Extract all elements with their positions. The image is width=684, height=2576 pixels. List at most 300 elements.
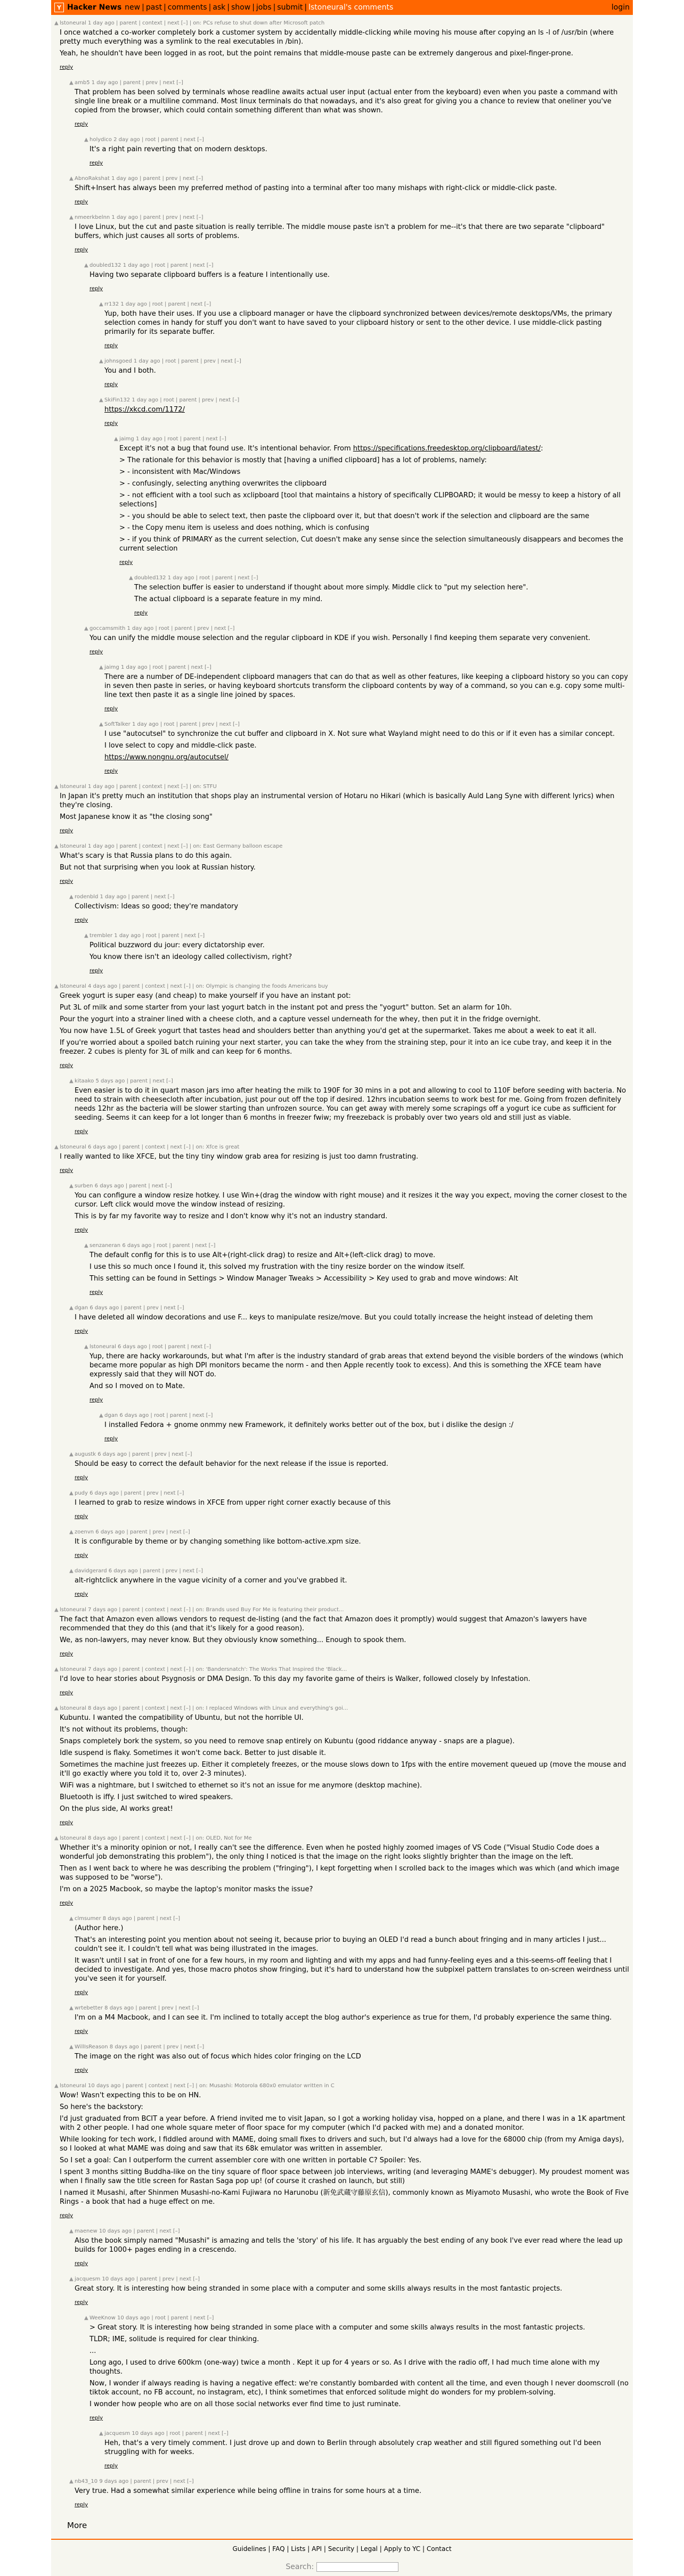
comment-paragraph: alt-rightclick anywhere in the vague vicinity of a corner and you've grabbed it. <box>75 1577 347 1585</box>
comment <box>54 1144 630 1181</box>
comment-text <box>75 184 630 193</box>
comment-body <box>75 1305 630 1342</box>
comment-body <box>89 1242 630 1303</box>
comment-body <box>75 2005 630 2042</box>
reply-link[interactable]: reply <box>75 199 88 205</box>
comment <box>54 1606 630 1664</box>
footer-separator: | <box>305 2545 312 2553</box>
comment-paragraph: Having two separate clipboard buffers is a feature I intentionally use. <box>89 271 330 279</box>
reply-link[interactable]: reply <box>75 247 88 253</box>
comment <box>54 1451 630 1488</box>
reply-link[interactable]: reply <box>60 1063 74 1069</box>
comment-text <box>104 1421 630 1430</box>
nav-separator: | <box>273 3 276 12</box>
reply-link[interactable]: reply <box>75 1990 88 1996</box>
comment-meta: WeeKnow 10 days ago | root | parent | next [–] <box>89 2315 214 2321</box>
comment-paragraph: Idle suspend is flaky. Sometimes it won't come back. Better to just disable it. <box>60 1749 327 1757</box>
upvote-icon[interactable]: ▲ <box>69 2044 74 2050</box>
comment-paragraph: The image on the right was also out of focus which hides color fringing on the LCD <box>75 2053 361 2061</box>
comment-paragraph: ... <box>89 2347 96 2355</box>
reply-link[interactable]: reply <box>104 2463 118 2469</box>
upvote-icon[interactable]: ▲ <box>69 2228 74 2234</box>
comment-paragraph <box>104 405 630 414</box>
comment-body <box>104 397 630 434</box>
reply-link[interactable]: reply <box>75 2029 88 2034</box>
upvote-icon[interactable]: ▲ <box>69 1916 74 1922</box>
reply-link[interactable]: reply <box>104 768 118 774</box>
comment-text <box>75 902 630 911</box>
comment-paragraph: Political buzzword du jour: every dictatorship ever. <box>89 941 265 949</box>
comment-body <box>75 1183 630 1241</box>
comment-meta: lstoneural 8 days ago | parent | context | next [–] | on: I replaced Windows with Linux and everything's goi... <box>60 1705 348 1711</box>
comment-paragraph: You and I both. <box>104 367 156 375</box>
current-page-label[interactable]: lstoneural's comments <box>308 3 394 12</box>
comment <box>54 893 630 931</box>
comment-list <box>51 15 633 2515</box>
comment-paragraph: On the plus side, AI works great! <box>60 1805 173 1813</box>
comment <box>54 1343 630 1410</box>
upvote-icon[interactable]: ▲ <box>114 436 118 442</box>
comment-text <box>60 1843 630 1894</box>
comment-paragraph: Yup, both have their uses. If you use a clipboard manager or have the clipboard synchronized between devices/remote desktops/VMs, the primary selection comes in handy for stuff you don't want to have saved to your clipboard history or sent to the other device. I use middle-click pasting primarily for its separate buffer. <box>104 310 613 336</box>
footer-separator: | <box>284 2545 291 2553</box>
comment-body <box>75 1078 630 1142</box>
comment-meta: zoenvn 6 days ago | parent | prev | next [–] <box>75 1529 190 1535</box>
comment-body <box>119 436 630 573</box>
comment-meta: rr132 1 day ago | root | parent | next [–] <box>104 301 211 307</box>
comment-paragraph: I have deleted all window decorations and use F... keys to manipulate resize/move. But you could totally increase the height instead of deleting them <box>75 1314 593 1322</box>
comment-meta: maenew 10 days ago | parent | next [–] <box>75 2228 180 2234</box>
nav-separator: | <box>208 3 211 12</box>
upvote-icon[interactable]: ▲ <box>129 575 133 581</box>
reply-link[interactable]: reply <box>104 382 118 388</box>
comment-text <box>60 851 630 872</box>
upvote-icon[interactable]: ▲ <box>99 1413 103 1418</box>
comment-paragraph: Long ago, I used to drive 600km (one-way) twice a month . Kept it up for 4 years or so. As I drive with the radio off, I had much time alone with my thoughts. <box>89 2359 600 2376</box>
comment-paragraph: I installed Fedora + gnome onmmy new Framework, it definitely works better out of the box, but i dislike the design :/ <box>104 1421 514 1429</box>
footer-link-api[interactable]: API <box>312 2545 322 2553</box>
comment-body <box>75 175 630 212</box>
upvote-icon[interactable]: ▲ <box>69 1568 74 1574</box>
upvote-icon[interactable]: ▲ <box>69 894 74 900</box>
comment-paragraph: That's an interesting point you mention about not seeing it, because prior to buying an OLED I'd read a bunch about fringing and in many articles I just... couldn't see it. I couldn't tell what was being illustrated in the images. <box>75 1936 606 1953</box>
upvote-icon[interactable]: ▲ <box>99 301 103 307</box>
upvote-icon[interactable]: ▲ <box>84 262 88 268</box>
nav-submit[interactable]: submit <box>277 3 303 12</box>
upvote-icon[interactable]: ▲ <box>69 2276 74 2282</box>
comment-paragraph: > - inconsistent with Mac/Windows <box>119 468 241 476</box>
reply-link[interactable]: reply <box>60 64 74 70</box>
reply-link[interactable]: reply <box>89 2415 103 2421</box>
comment-paragraph: If you're worried about a spoiled batch ruining your next starter, you can take the whey from the straining step, pour it into an ice cube tray, and keep it in the freezer. 2 cubes is plenty for 3L of milk and can keep for 6 months. <box>60 1039 612 1056</box>
comment-paragraph: I'm on a 2025 Macbook, so maybe the laptop's monitor masks the issue? <box>60 1885 313 1893</box>
comment <box>54 721 630 782</box>
reply-link[interactable]: reply <box>134 610 148 616</box>
comment <box>54 1490 630 1527</box>
comment-body <box>104 358 630 395</box>
comment <box>54 932 630 981</box>
comment <box>54 1078 630 1142</box>
comment <box>54 783 630 841</box>
reply-link[interactable]: reply <box>75 2068 88 2073</box>
reply-link[interactable]: reply <box>75 917 88 923</box>
comment-paragraph <box>104 753 630 762</box>
comment-paragraph: (Author here.) <box>75 1924 124 1932</box>
comment-meta: SoftTalker 1 day ago | root | parent | prev | next [–] <box>104 721 240 727</box>
footer <box>51 2539 633 2572</box>
reply-link[interactable]: reply <box>75 1475 88 1481</box>
footer-separator: | <box>377 2545 384 2553</box>
comment-body <box>60 843 630 892</box>
comment-text <box>75 2052 630 2061</box>
reply-link[interactable]: reply <box>104 421 118 426</box>
comment-meta: lstoneural 1 day ago | parent | context | next [–] | on: East Germany balloon escape <box>60 843 283 849</box>
login-link[interactable]: login <box>611 3 630 12</box>
upvote-icon[interactable]: ▲ <box>69 1490 74 1496</box>
nav-comments[interactable]: comments <box>167 3 207 12</box>
comment-text <box>104 2439 630 2457</box>
reply-link[interactable]: reply <box>89 649 103 655</box>
comment-text <box>134 583 630 604</box>
footer-separator: | <box>354 2545 361 2553</box>
comment-body <box>75 214 630 260</box>
upvote-icon[interactable]: ▲ <box>99 2431 103 2436</box>
comment <box>54 175 630 212</box>
comment-paragraph: I love select to copy and middle-click paste. <box>104 742 257 750</box>
comment-body <box>60 2082 630 2226</box>
comment <box>54 1835 630 1914</box>
comment-text <box>89 941 630 962</box>
comment-paragraph: That problem has been solved by terminals whose readline awaits actual user input (actual enter from the keyboard) even when you paste a command with single line break or a multiline command. Most linux terminals do that nowadays, and it's also great for giving you a chance to review that oneliner you've copied from the browser, which could contain something different than what was shown. <box>75 88 618 114</box>
comment-paragraph: This setting can be found in Settings > Window Manager Tweaks > Accessibility > Key used to grab and move windows: Alt <box>89 1275 518 1283</box>
reply-link[interactable]: reply <box>104 706 118 712</box>
upvote-icon[interactable]: ▲ <box>99 721 103 727</box>
more-link[interactable]: More <box>67 2521 87 2530</box>
comment-paragraph: Shift+Insert has always been my preferred method of pasting into a terminal after too many mishaps with right-click or middle-click paste. <box>75 184 557 192</box>
reply-link[interactable]: reply <box>75 1514 88 1520</box>
comment-text <box>75 1459 630 1469</box>
comment-body <box>60 1705 630 1833</box>
nav-separator: | <box>252 3 255 12</box>
comment-paragraph: > - if you think of PRIMARY as the current selection, Cut doesn't make any sense since the selection simultaneously disappears and becomes the current selection <box>119 536 623 553</box>
comment-paragraph: WiFi was a nightmare, but I switched to ethernet so it's not an issue for me anymore (desktop machine). <box>60 1782 422 1790</box>
comment-text <box>89 634 630 643</box>
upvote-icon[interactable]: ▲ <box>54 1705 59 1711</box>
reply-link[interactable]: reply <box>60 2213 74 2219</box>
comment-meta: kitaako 5 days ago | parent | next [–] <box>75 1078 173 1084</box>
upvote-icon[interactable]: ▲ <box>84 1344 88 1350</box>
comment <box>54 2228 630 2274</box>
reply-link[interactable]: reply <box>60 1651 74 1657</box>
comment-paragraph: Very true. Had a somewhat similar experience while being offline in trains for some hours at a time. <box>75 2487 421 2495</box>
comment-text <box>60 1615 630 1645</box>
comment-body <box>104 2430 630 2476</box>
footer-link-lists[interactable]: Lists <box>291 2545 306 2553</box>
upvote-icon[interactable]: ▲ <box>54 20 59 26</box>
comment-paragraph: > - you should be able to select text, then paste the clipboard over it, but that doesn't work if the selection and clipboard are the same <box>119 512 590 520</box>
reply-link[interactable]: reply <box>89 1290 103 1295</box>
footer-link-faq[interactable]: FAQ <box>272 2545 285 2553</box>
comment-meta: doubled132 1 day ago | root | parent | next [–] <box>89 262 214 268</box>
comment-text <box>89 145 630 154</box>
upvote-icon[interactable]: ▲ <box>69 2005 74 2011</box>
comment-meta: rodenbld 1 day ago | parent | next [–] <box>75 894 175 900</box>
comment-meta: johnsgoed 1 day ago | root | parent | prev | next [–] <box>104 358 241 364</box>
nav-past[interactable]: past <box>145 3 162 12</box>
footer-search <box>51 2562 633 2572</box>
reply-link[interactable]: reply <box>60 1690 74 1696</box>
comment-paragraph: I use "autocutsel" to synchronize the cut buffer and clipboard in X. Not sure what Wayland might need to do this or if it even has a similar concept. <box>104 730 615 738</box>
upvote-icon[interactable]: ▲ <box>69 1529 74 1535</box>
upvote-icon[interactable]: ▲ <box>69 1305 74 1311</box>
comment-paragraph: Pour the yogurt into a strainer lined with a cheese cloth, and a capture vessel underneath for the whey, then put it in the fridge overnight. <box>60 1015 541 1023</box>
comment-paragraph: Whether it's a minority opinion or not, I really can't see the difference. Even when he posted highly zoomed images of VS Code ("Visual Studio Code does a wonderful job demonstrating this problem"), the only thing I noticed is that the image on the right looks slightly brighter than the image on the left. <box>60 1844 600 1861</box>
comment-paragraph: It wasn't until I sat in front of one for a few hours, in my room and lighting and with my apps and had funny-feeling eyes and a this-seems-off feeling that I decided to investigate. And yes, those macro photos show fringing, but it's hard to understand how the subpixel pattern translates to on-screen weirdness until you've seen it for yourself. <box>75 1957 629 1983</box>
comment-text <box>75 1086 630 1122</box>
reply-link[interactable]: reply <box>104 1436 118 1442</box>
comment-paragraph: Great story. It is interesting how being stranded in some place with a computer and some skills always results in the most fantastic projects. <box>75 2285 563 2293</box>
comment-link[interactable]: https://www.nongnu.org/autocutsel/ <box>104 753 229 761</box>
comment-body <box>104 664 630 719</box>
comment-text <box>75 1576 630 1585</box>
comment-text <box>60 1675 630 1684</box>
comment-meta: lstoneural 7 days ago | parent | context | next [–] | on: Brands used Buy For Me is featuring their product... <box>60 1607 344 1613</box>
comment-meta: dgan 6 days ago | parent | prev | next [–] <box>75 1305 184 1311</box>
upvote-icon[interactable]: ▲ <box>99 397 103 403</box>
comment-meta: lstoneural 6 days ago | parent | context | next [–] | on: Xfce is great <box>60 1144 240 1150</box>
upvote-icon[interactable]: ▲ <box>84 1243 88 1249</box>
reply-link[interactable]: reply <box>75 2261 88 2267</box>
comment-meta: nmeerkbelnn 1 day ago | parent | prev | next [–] <box>75 215 203 220</box>
comment-body <box>75 2276 630 2313</box>
comment-body <box>75 1568 630 1605</box>
comment-paragraph: Yeah, he shouldn't have been logged in as root, but the point remains that middle-mouse paste can be extremely dangerous and pixel-finger-prone. <box>60 50 573 58</box>
comment-body <box>89 1343 630 1410</box>
comment-body <box>60 1666 630 1703</box>
comment-text <box>60 28 630 58</box>
comment-meta: augustk 6 days ago | parent | prev | next [–] <box>75 1451 192 1457</box>
upvote-icon[interactable]: ▲ <box>69 215 74 220</box>
reply-link[interactable]: reply <box>75 1129 88 1135</box>
upvote-icon[interactable]: ▲ <box>99 664 103 670</box>
reply-link[interactable]: reply <box>89 968 103 974</box>
comment-paragraph: You know there isn't an ideology called collectivism, right? <box>89 953 292 961</box>
nav-jobs[interactable]: jobs <box>256 3 272 12</box>
comment-body <box>104 1412 630 1449</box>
comment-paragraph: I'd love to hear stories about Psygnosis or DMA Design. To this day my favorite game of theirs is Walker, followed closely by Infestation. <box>60 1675 531 1683</box>
comment-text <box>89 1251 630 1283</box>
comment-body <box>75 2478 630 2515</box>
footer-link-security[interactable]: Security <box>328 2545 355 2553</box>
reply-link[interactable]: reply <box>60 879 74 884</box>
comment-body <box>60 1144 630 1181</box>
comment-paragraph: I once watched a co-worker completely bork a customer system by accidentally middle-clicking while moving his mouse after copying an ls -l of /usr/bin (where pretty much everything was a symlink to the real executables in /bin). <box>60 29 614 46</box>
comment-meta: lstoneural 1 day ago | parent | context | next [–] | on: PCs refuse to shut down after Microsoft patch <box>60 20 325 26</box>
upvote-icon[interactable]: ▲ <box>54 1667 59 1672</box>
comment <box>54 1529 630 1566</box>
site-title[interactable]: Hacker News <box>67 3 122 12</box>
upvote-icon[interactable]: ▲ <box>84 2315 88 2321</box>
reply-link[interactable]: reply <box>60 1900 74 1906</box>
reply-link[interactable]: reply <box>75 2502 88 2508</box>
reply-link[interactable]: reply <box>89 286 103 292</box>
comment <box>54 1183 630 1241</box>
footer-link-contact[interactable]: Contact <box>426 2545 452 2553</box>
comment-paragraph: Yup, there are hacky workarounds, but what I'm after is the industry standard of grab areas that extend beyond the visible borders of the windows (which became more popular as high DPI monitors became the norm - and then Apple recently took to excess). And this is something the XFCE team have expressly said that they will NOT do. <box>89 1352 624 1379</box>
comment <box>54 79 630 135</box>
nav-separator: | <box>164 3 166 12</box>
comment-meta: lstoneural 1 day ago | parent | context | next [–] | on: STFU <box>60 784 217 790</box>
upvote-icon[interactable]: ▲ <box>99 358 103 364</box>
nav-show[interactable]: show <box>231 3 251 12</box>
comment <box>54 575 630 624</box>
footer-separator: | <box>266 2545 273 2553</box>
comment-link[interactable]: https://xkcd.com/1172/ <box>104 406 185 414</box>
footer-link-guidelines[interactable]: Guidelines <box>232 2545 266 2553</box>
comment <box>54 136 630 174</box>
upvote-icon[interactable]: ▲ <box>84 137 88 143</box>
comment-body <box>60 1835 630 1914</box>
comment-paragraph: Put 3L of milk and some starter from your last yogurt batch in the instant pot and press the "yogurt" button. Set an alarm for 10h. <box>60 1004 512 1012</box>
comment-meta: AbnoRakshat 1 day ago | parent | prev | next [–] <box>75 176 203 182</box>
comment-body <box>89 262 630 299</box>
comment <box>54 2005 630 2042</box>
comment-text <box>89 1352 630 1391</box>
comment-paragraph: Collectivism: Ideas so good; they're mandatory <box>75 903 239 910</box>
comment-meta: amb5 1 day ago | parent | prev | next [–] <box>75 80 183 86</box>
comment-meta: surben 6 days ago | parent | next [–] <box>75 1183 172 1189</box>
reply-link[interactable]: reply <box>75 1227 88 1233</box>
comment <box>54 20 630 78</box>
upvote-icon[interactable]: ▲ <box>69 1078 74 1084</box>
footer-separator: | <box>322 2545 328 2553</box>
reply-link[interactable]: reply <box>75 1553 88 1558</box>
comment-paragraph: I really wanted to like XFCE, but the tiny tiny window grab area for resizing is just too damn frustrating. <box>60 1153 419 1161</box>
comment-meta: senzaneran 6 days ago | root | parent | next [–] <box>89 1243 216 1249</box>
comment-text <box>75 2487 630 2496</box>
upvote-icon[interactable]: ▲ <box>54 1835 59 1841</box>
comment-text <box>60 792 630 822</box>
comment <box>54 664 630 719</box>
comment-body <box>75 1529 630 1566</box>
comment-text <box>104 729 630 762</box>
comment-paragraph: It's not without its problems, though: <box>60 1726 188 1734</box>
footer-link-legal[interactable]: Legal <box>360 2545 378 2553</box>
reply-link[interactable]: reply <box>75 121 88 127</box>
footer-links <box>51 2545 633 2553</box>
comment-text <box>104 309 630 337</box>
comment-paragraph: It is configurable by theme or by changing something like bottom-active.xpm size. <box>75 1538 361 1546</box>
comment-paragraph: Also the book simply named "Musashi" is amazing and tells the 'story' of his life. It has arguably the best ending of any book I've ever read where the lead up builds for 1000+ pages ending in a crescendo. <box>75 2237 623 2254</box>
upvote-icon[interactable]: ▲ <box>69 1451 74 1457</box>
comment-paragraph: I learned to grab to resize windows in XFCE from upper right corner exactly because of this <box>75 1499 391 1507</box>
comment-text <box>75 1924 630 1983</box>
reply-link[interactable]: reply <box>89 1397 103 1403</box>
comment-paragraph: I'm on a M4 Macbook, and I can see it. I'm inclined to totally accept the blog author's experience as true for them, I'd probably experience the same thing. <box>75 2014 612 2022</box>
comment-paragraph: It's a right pain reverting that on modern desktops. <box>89 145 267 153</box>
upvote-icon[interactable]: ▲ <box>54 784 59 790</box>
comment-link[interactable]: https://specifications.freedesktop.org/clipboard/latest/ <box>353 445 541 453</box>
reply-link[interactable]: reply <box>75 2300 88 2306</box>
reply-link[interactable]: reply <box>119 560 133 565</box>
comment <box>54 983 630 1076</box>
comment-meta: lstoneural 10 days ago | parent | context | next [–] | on: Musashi: Motorola 680x0 emulator written in C <box>60 2083 335 2089</box>
comment-paragraph: And so I moved on to Mate. <box>89 1382 185 1390</box>
nav-ask[interactable]: ask <box>213 3 226 12</box>
comment-paragraph: You can unify the middle mouse selection and the regular clipboard in KDE if you wish. Personally I find keeping them separate very convenient. <box>89 634 591 642</box>
reply-link[interactable]: reply <box>60 1820 74 1826</box>
comment-body <box>89 932 630 981</box>
reply-link[interactable]: reply <box>60 1168 74 1174</box>
comment-paragraph: So here's the backstory: <box>60 2103 143 2111</box>
footer-link-apply-to-yc[interactable]: Apply to YC <box>384 2545 421 2553</box>
comment-paragraph: While looking for tech work, I fiddled around with MAME, doing small fixes to drivers and such, but I'd always had a love for the 68000 chip (from my Amiga days), so I looked at what MAME was doing and saw that its 68k emulator was written in assembler. <box>60 2136 624 2153</box>
upvote-icon[interactable]: ▲ <box>69 1183 74 1189</box>
upvote-icon[interactable]: ▲ <box>84 933 88 939</box>
comment <box>54 397 630 434</box>
upvote-icon[interactable]: ▲ <box>69 176 74 182</box>
comment-paragraph: Sometimes the machine just freezes up. Either it completely freezes, or the mouse slows down to 1fps with the entire movement queued up (move the mouse and it'll go exactly where you told it to, over 2-3 minutes). <box>60 1761 626 1778</box>
upvote-icon[interactable]: ▲ <box>69 80 74 86</box>
reply-link[interactable]: reply <box>75 1591 88 1597</box>
search-input[interactable] <box>316 2562 398 2572</box>
comment <box>54 1305 630 1342</box>
comment-meta: clmsumer 8 days ago | parent | next [–] <box>75 1916 181 1922</box>
comment-paragraph: I named it Musashi, after Shinmen Musashi-no-Kami Fujiwara no Harunobu (新免武蔵守藤原玄信), commonly known as Miyamoto Musashi, who wrote the Book of Five Rings - a book that had a huge effect on me. <box>60 2189 629 2206</box>
nav-separator: | <box>142 3 144 12</box>
upvote-icon[interactable]: ▲ <box>69 2479 74 2484</box>
upvote-icon[interactable]: ▲ <box>54 1607 59 1613</box>
upvote-icon[interactable]: ▲ <box>54 983 59 989</box>
reply-link[interactable]: reply <box>75 1328 88 1334</box>
comment-paragraph: This is by far my favorite way to resize and I don't know why it's not an industry standard. <box>75 1212 388 1220</box>
comment-body <box>75 1915 630 2003</box>
comment <box>54 625 630 662</box>
reply-link[interactable]: reply <box>60 828 74 834</box>
comment-meta: WillIsReason 8 days ago | parent | prev | next [–] <box>75 2044 205 2050</box>
comment-body <box>75 2044 630 2081</box>
comment <box>54 2315 630 2429</box>
upvote-icon[interactable]: ▲ <box>54 843 59 849</box>
comment-paragraph: > The rationale for this behavior is mostly that [having a unified clipboard] has a lot of problems, namely: <box>119 456 487 464</box>
comment-paragraph: > Great story. It is interesting how being stranded in some place with a computer and some skills always results in the most fantastic projects. <box>89 2324 585 2332</box>
comment-meta: dgan 6 days ago | root | parent | next [–] <box>104 1413 213 1418</box>
comment-body <box>104 721 630 782</box>
comment-paragraph: You can configure a window resize hotkey. I use Win+(drag the window with right mouse) and it resizes it the way you expect, moving the corner closest to the cursor. Left click would move the window instead of resizing. <box>75 1192 627 1209</box>
y-logo[interactable]: Y <box>54 3 64 12</box>
comment-paragraph: But not that surprising when you look at Russian history. <box>60 864 256 872</box>
upvote-icon[interactable]: ▲ <box>54 1144 59 1150</box>
comment-text <box>75 1498 630 1507</box>
comment-paragraph: The actual clipboard is a separate feature in my mind. <box>134 595 323 603</box>
comment-body <box>60 20 630 78</box>
comment <box>54 2430 630 2476</box>
comment-meta: jacquesm 10 days ago | root | parent | next [–] <box>104 2431 229 2436</box>
comment-text <box>104 366 630 375</box>
comment-paragraph: TLDR; IME, solitude is required for clear thinking. <box>89 2335 259 2343</box>
upvote-icon[interactable]: ▲ <box>84 626 88 631</box>
comment <box>54 301 630 356</box>
comment-meta: lstoneural 7 days ago | parent | context | next [–] | on: 'Bandersnatch': The Works That Inspired the 'Black... <box>60 1667 347 1672</box>
upvote-icon[interactable]: ▲ <box>54 2083 59 2089</box>
comment-text <box>104 405 630 414</box>
reply-link[interactable]: reply <box>89 160 103 166</box>
comment-meta: holydico 2 day ago | root | parent | next [–] <box>89 137 204 143</box>
reply-link[interactable]: reply <box>104 343 118 349</box>
comment <box>54 1412 630 1449</box>
comment-paragraph: What's scary is that Russia plans to do this again. <box>60 852 232 860</box>
nav-new[interactable]: new <box>125 3 141 12</box>
